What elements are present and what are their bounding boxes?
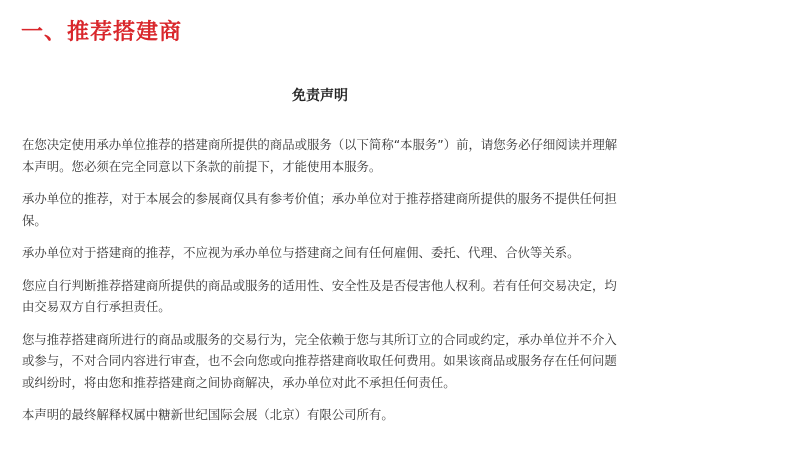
disclaimer-paragraph: 本声明的最终解释权属中糖新世纪国际会展（北京）有限公司所有。 [22,407,394,422]
section-title: 一、推荐搭建商 [21,20,183,45]
disclaimer-paragraph: 您与推荐搭建商所进行的商品或服务的交易行为，完全依赖于您与其所订立的合同或约定，承办单位并不介入或参与，不对合同内容进行审查，也不会向您或向推荐搭建商收取任何费用。如果该商品或服务存在任何问题或纠纷时，将由您和推荐搭建商之间协商解决，承办单位对此不承担任何责任。 [22,331,617,390]
disclaimer-paragraph: 承办单位对于搭建商的推荐，不应视为承办单位与搭建商之间有任何雇佣、委托、代理、合伙等关系。 [22,245,580,260]
disclaimer-title: 免责声明 [292,88,348,104]
disclaimer-paragraph: 您应自行判断推荐搭建商所提供的商品或服务的适用性、安全性及是否侵害他人权利。若有任何交易决定，均由交易双方自行承担责任。 [22,277,617,314]
disclaimer-paragraph: 承办单位的推荐，对于本展会的参展商仅具有参考价值；承办单位对于推荐搭建商所提供的服务不提供任何担保。 [22,191,617,228]
disclaimer-paragraph: 在您决定使用承办单位推荐的搭建商所提供的商品或服务（以下简称“本服务”）前，请您务必仔细阅读并理解本声明。您必须在完全同意以下条款的前提下，才能使用本服务。 [22,137,618,174]
disclaimer-body [22,134,622,437]
